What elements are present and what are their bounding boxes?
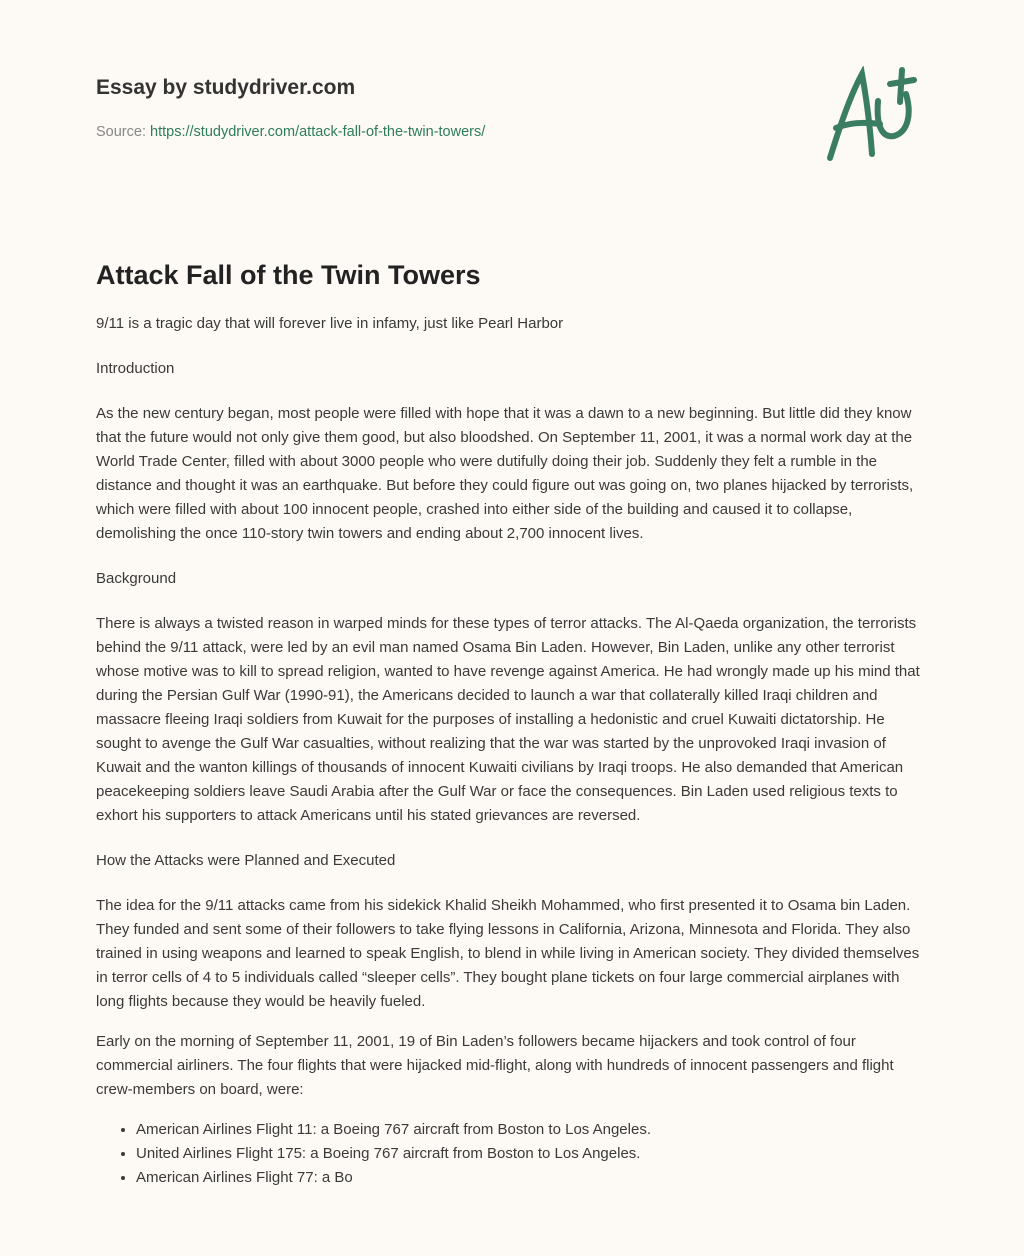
section-heading-planning: How the Attacks were Planned and Executed [96,852,396,869]
list-item: • American Airlines Flight 11: a Boeing 767 aircraft from Boston to Los Angeles. [136,1118,930,1142]
paragraph-background: There is always a twisted reason in warped minds for these types of terror attacks. The Al-Qaeda organization, the terrorists behind the 9/11 attack, were led by an evil man named Osama Bin Laden. However, Bin Laden, unlike any other terrorist whose motive was to kill to spread religion, wanted to have revenge against America. He had wrongly made up his mind that during the Persian Gulf War (1990-91), the Americans decided to launch a war that collaterally killed Iraqi children and massacre fleeing Iraqi soldiers from Kuwait for the purposes of installing a hedonistic and cruel Kuwaiti dictatorship. He sought to avenge the Gulf War casualties, without realizing that the war was started by the unprovoked Iraqi invasion of Kuwait and the wanton killings of thousands of innocent Kuwaiti civilians by Iraqi troops. He also demanded that American peacekeeping soldiers leave Saudi Arabia after the Gulf War or face the consequences. Bin Laden used religious texts to exhort his supporters to attack Americans until his stated grievances are reversed. [96,615,920,824]
paragraph-hijacking: Early on the morning of September 11, 2001, 19 of Bin Laden’s followers became hijackers and took control of four commercial airliners. The four flights that were hijacked mid-flight, along with hundreds of innocent passengers and flight crew-members on board, were: [96,1033,894,1098]
source-label: Source: [96,124,146,140]
flights-list [96,1118,930,1190]
section-heading-introduction: Introduction [96,360,175,377]
paragraph-introduction: As the new century began, most people were filled with hope that it was a dawn to a new beginning. But little did they know that the future would not only give them good, but also bloodshed. On September 11, 2001, it was a normal work day at the World Trade Center, filled with about 3000 people who were dutifully doing their job. Suddenly they felt a rumble in the distance and thought it was an earthquake. But before they could figure out was going on, two planes hijacked by terrorists, which were filled with about 100 innocent people, crashed into either side of the building and caused it to collapse, demolishing the once 110-story twin towers and ending about 2,700 innocent lives. [96,405,914,542]
essay-title: Attack Fall of the Twin Towers [96,260,481,290]
source-line [96,124,485,140]
section-heading-background: Background [96,570,177,587]
paragraph-planning: The idea for the 9/11 attacks came from his sidekick Khalid Sheikh Mohammed, who first presented it to Osama bin Laden. They funded and sent some of their followers to take flying lessons in California, Arizona, Minnesota and Florida. They also trained in using weapons and learned to speak English, to blend in while living in American society. They divided themselves in terror cells of 4 to 5 individuals called “sleeper cells”. They bought plane tickets on four large commercial airplanes with long flights because they would be heavily fueled. [96,897,920,1010]
source-link[interactable]: https://studydriver.com/attack-fall-of-the-twin-towers/ [150,124,486,140]
list-item: • United Airlines Flight 175: a Boeing 767 aircraft from Boston to Los Angeles. [136,1142,930,1166]
subtitle-paragraph: 9/11 is a tragic day that will forever live in infamy, just like Pearl Harbor [96,315,564,332]
site-title: Essay by studydriver.com [96,76,356,99]
essay-content [96,256,930,1190]
a-plus-logo-icon [820,66,930,166]
list-item: • American Airlines Flight 77: a Bo [136,1166,930,1190]
